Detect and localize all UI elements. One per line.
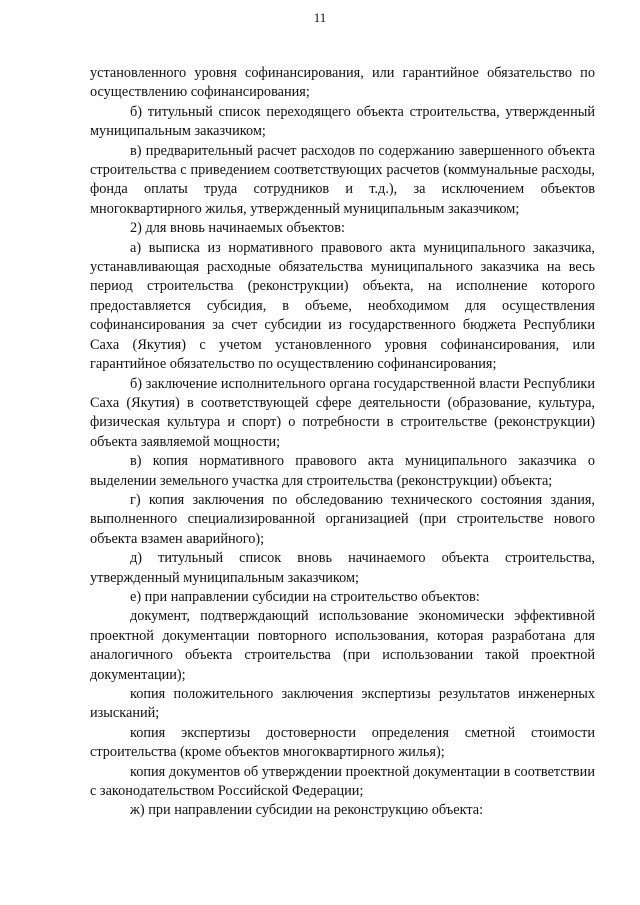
- page-number: 11: [313, 10, 327, 25]
- paragraph: д) титульный список вновь начинаемого объекта строительства, утвержденный муниципальным заказчиком;: [90, 550, 595, 586]
- document-body: [90, 64, 595, 821]
- paragraph: в) копия нормативного правового акта муниципального заказчика о выделении земельного участка для строительства (реконструкции) объекта;: [90, 453, 595, 489]
- paragraph: копия документов об утверждении проектной документации в соответствии с законодательством Российской Федерации;: [90, 763, 595, 800]
- paragraph: г) копия заключения по обследованию технического состояния здания, выполненного специализированной организацией (при строительстве нового объекта взамен аварийного);: [90, 491, 595, 547]
- paragraph: б) титульный список переходящего объекта строительства, утвержденный муниципальным заказчиком;: [90, 103, 595, 140]
- paragraph: документ, подтверждающий использование экономически эффективной проектной документации повторного использования, которая разработана для аналогичного объекта строительства (при использовании такой проектной документации);: [90, 608, 595, 683]
- paragraph: а) выписка из нормативного правового акта муниципального заказчика, устанавливающая расходные обязательства муниципального заказчика на весь период строительства (реконструкции) объекта, на исполнение которого предоставляется субсидия, в объеме, необходимом для осуществления софинансирования за счет субсидии из государственного бюджета Республики Саха (Якутия) с учетом установленного уровня софинансирования, или гарантийное обязательство по осуществлению софинансирования;: [90, 239, 595, 373]
- paragraph: копия экспертизы достоверности определения сметной стоимости строительства (кроме объектов многоквартирного жилья);: [90, 724, 595, 761]
- paragraph: е) при направлении субсидии на строительство объектов:: [130, 588, 480, 605]
- paragraph: в) предварительный расчет расходов по содержанию завершенного объекта строительства с приведением соответствующих расчетов (коммунальные расходы, фонда оплаты труда сотрудников и т.д.), за исключением объектов многоквартирного жилья, утвержденный муниципальным заказчиком;: [90, 142, 595, 217]
- paragraph: установленного уровня софинансирования, или гарантийное обязательство по осуществлению софинансирования;: [90, 65, 595, 101]
- paragraph: 2) для вновь начинаемых объектов:: [130, 220, 345, 237]
- paragraph: б) заключение исполнительного органа государственной власти Республики Саха (Якутия) в соответствующей сфере деятельности (образование, культура, физическая культура и спорт) о потребности в строительстве (реконструкции) объекта заявляемой мощности;: [90, 375, 595, 450]
- paragraph: ж) при направлении субсидии на реконструкцию объекта:: [130, 802, 484, 819]
- paragraph: копия положительного заключения экспертизы результатов инженерных изысканий;: [90, 686, 595, 722]
